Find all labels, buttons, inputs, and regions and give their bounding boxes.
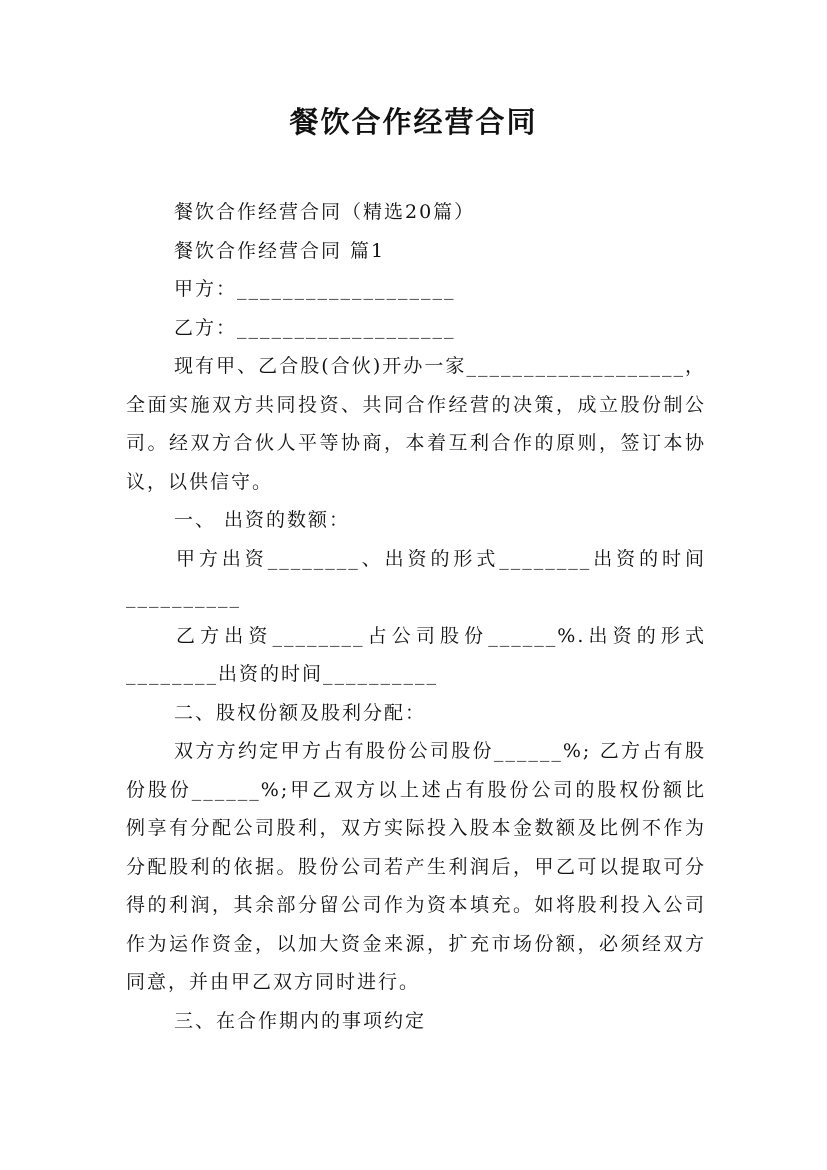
document-body	[126, 193, 706, 1040]
paragraph-equity-distribution: 双方方约定甲方占有股份公司股份______%; 乙方占有股份股份______%;甲乙双方以上述占有股份公司的股权份额比例享有分配公司股利，双方实际投入股本金数额及比例不作为分配股利的依据。股份公司若产生利润后，甲乙可以提取可分得的利润，其余部分留公司作为资本填充。如将股利投入公司作为运作资金，以加大资金来源，扩充市场份额，必须经双方同意，并由甲乙双方同时进行。	[126, 740, 706, 993]
paragraph-subtitle: 餐饮合作经营合同（精选20篇）	[174, 201, 476, 223]
document-title: 餐饮合作经营合同	[289, 105, 538, 139]
paragraph-party-a: 甲方：___________________	[174, 278, 456, 300]
paragraph-party-a-capital: 甲方出资________、出资的形式________出资的时间__________	[126, 547, 706, 608]
paragraph-intro: 现有甲、乙合股(合伙)开办一家___________________，全面实施双方共同投资、共同合作经营的决策，成立股份制公司。经双方合伙人平等协商，本着互利合作的原则，签订本协议，以供信守。	[126, 355, 706, 493]
paragraph-party-b: 乙方：___________________	[174, 316, 456, 339]
paragraph-section-heading: 餐饮合作经营合同 篇1	[174, 239, 386, 262]
paragraph-clause-1-heading: 一、 出资的数额：	[174, 509, 351, 531]
paragraph-clause-2-heading: 二、股权份额及股利分配：	[174, 701, 427, 724]
paragraph-party-b-capital: 乙方出资________占公司股份______%.出资的形式________出资的时间__________	[126, 624, 706, 685]
paragraph-clause-3-heading: 三、在合作期内的事项约定	[174, 1009, 427, 1032]
